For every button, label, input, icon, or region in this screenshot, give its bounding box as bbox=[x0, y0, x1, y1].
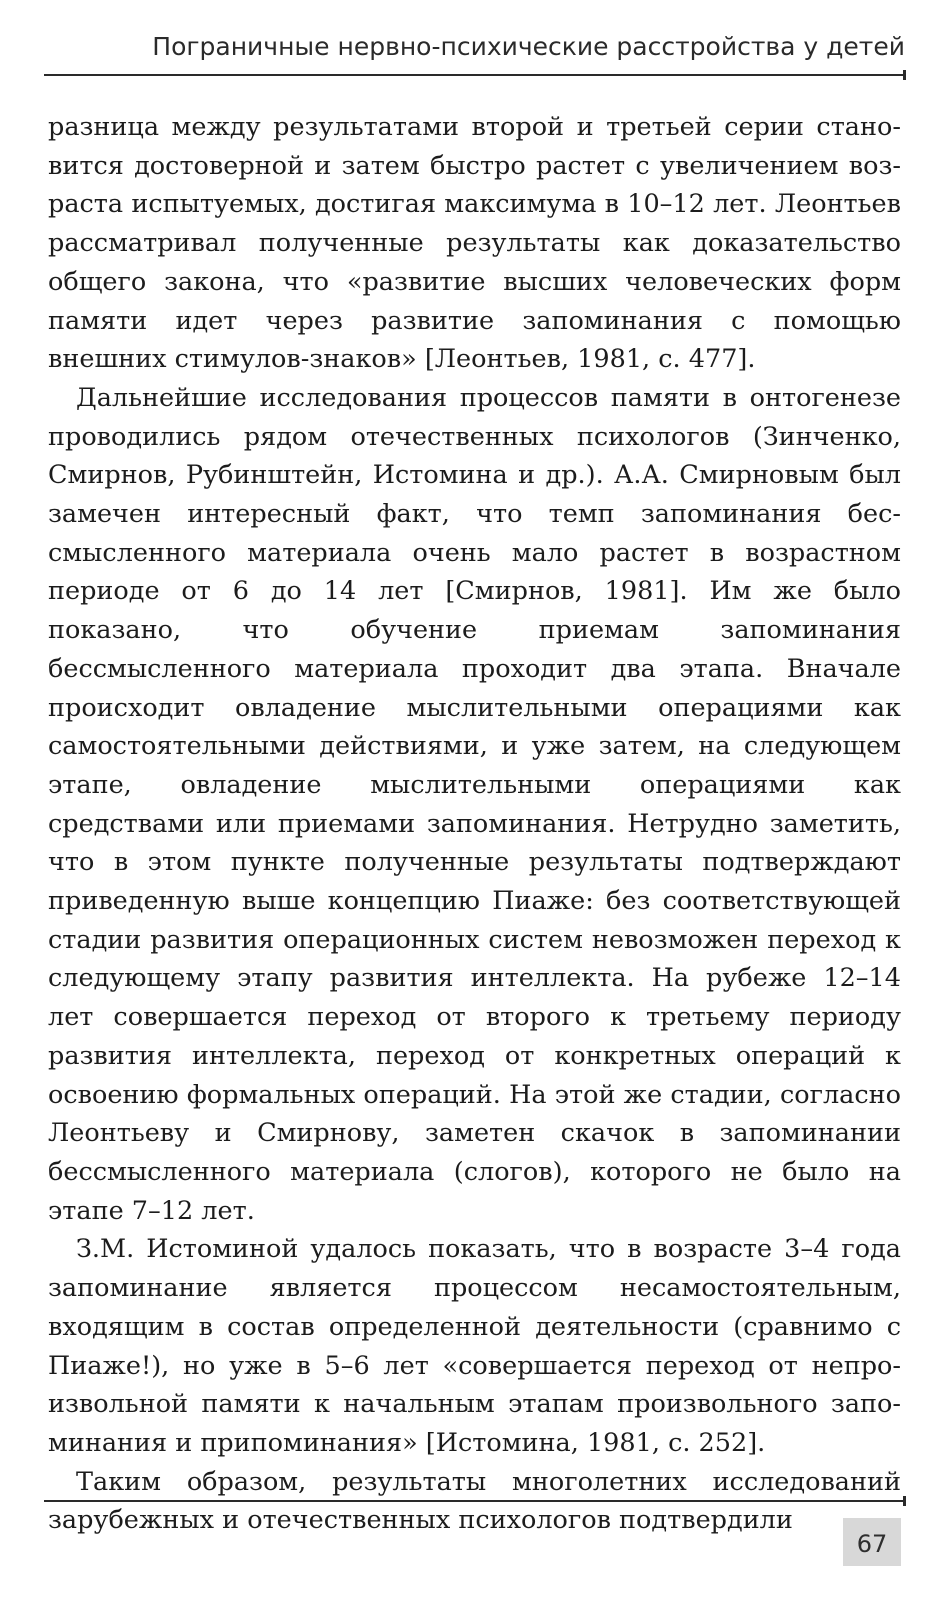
footer-rule bbox=[44, 1500, 906, 1502]
paragraph-continued: разница между результатами второй и третьей серии становится достоверной и затем быстро растет с увеличением возраста испытуемых, достигая максимума в 10–12 лет. Леонтьев рассматривал полученные результаты как доказательство общего закона, что «развитие высших человеческих форм памяти идет через развитие запоминания с помощью внешних стимулов-знаков» [Леонтьев, 1981, с. 477]. bbox=[48, 112, 901, 375]
page-number-box bbox=[843, 1518, 901, 1566]
paragraph: З.М. Истоминой удалось показать, что в возрасте 3–4 года запоминание является процессом несамостоятельным, входящим в состав определенной деятельности (сравнимо с Пиаже!), но уже в 5–6 лет «совершается переход от непроизвольной памяти к начальным этапам произвольного запоминания и припоминания» [Истомина, 1981, с. 252]. bbox=[48, 1234, 901, 1458]
page-number: 67 bbox=[856, 1530, 888, 1558]
paragraph: Дальнейшие исследования процессов памяти в онтогенезе проводились рядом отечественных психологов (Зинченко, Смирнов, Рубинштейн, Истомина и др.). А.А. Смирновым был замечен интересный факт, что темп запоминания бессмысленного материала очень мало растет в возрастном периоде от 6 до 14 лет [Смирнов, 1981]. Им же было показано, что обучение приемам запоминания бессмысленного материала проходит два этапа. Вначале происходит овладение мыслительными операциями как самостоятельными действиями, и уже затем, на следующем этапе, овладение мыслительными операциями как средствами или приемами запоминания. Нетрудно заметить, что в этом пункте полученные результаты подтверждают приведенную выше концепцию Пиаже: без соответствующей стадии развития операционных систем невозможен переход к следующему этапу развития интеллекта. На рубеже 12–14 лет совершается переход от второго к третьему периоду развития интеллекта, переход от конкретных операций к освоению формальных операций. На этой же стадии, согласно Леонтьеву и Смирнову, заметен скачок в запоминании бессмысленного материала (слогов), которого не было на этапе 7–12 лет. bbox=[48, 382, 901, 1226]
paragraph: Таким образом, результаты многолетних исследований зарубежных и отечественных психологов подтвердили bbox=[48, 1466, 901, 1536]
body-text bbox=[48, 108, 901, 1540]
header-rule bbox=[44, 74, 906, 76]
running-head: Пограничные нервно-психические расстройства у детей bbox=[152, 32, 905, 61]
